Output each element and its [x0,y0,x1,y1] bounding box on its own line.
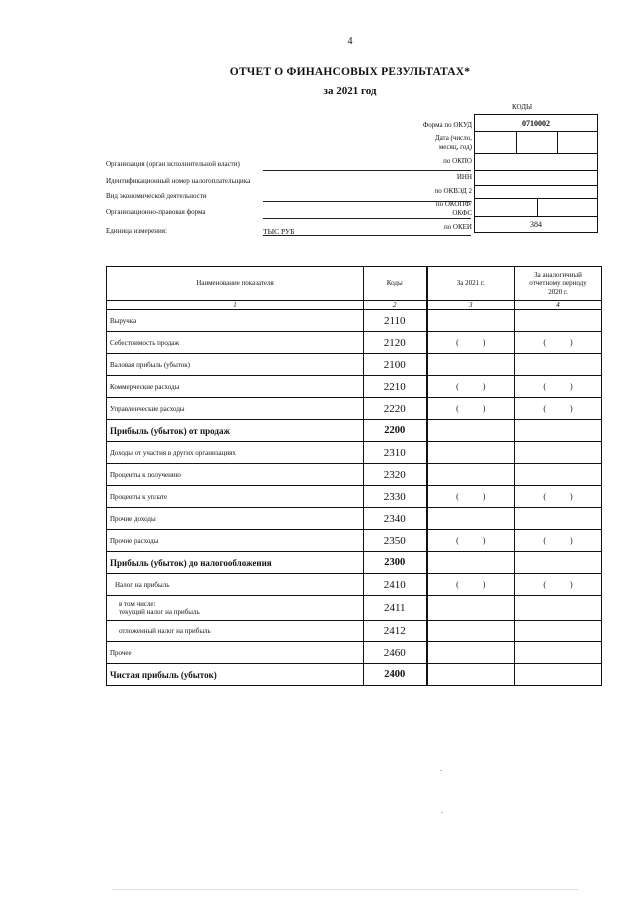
row-code: 2410 [364,574,427,596]
row-name: Коммерческие расходы [107,376,364,398]
row-previous [515,621,602,642]
row-current [427,621,515,642]
col-number: 1 [107,301,364,310]
row-name: Проценты к получению [107,464,364,486]
okved-value [475,186,597,199]
row-current [427,596,515,621]
row-current: ( ) [427,398,515,420]
col-header-current: За 2021 г. [427,267,515,301]
okopf-value-cell [475,199,597,217]
row-previous [515,552,602,574]
okei-value: 384 [530,220,542,229]
col-header-name: Наименование показателя [107,267,364,301]
row-previous [515,642,602,664]
row-current: ( ) [427,376,515,398]
org-line [263,170,471,171]
table-row [107,354,602,376]
table-row [107,332,602,354]
row-code: 2200 [364,420,427,442]
table-row [107,464,602,486]
row-code: 2411 [364,596,427,621]
row-previous [515,420,602,442]
codes-box [474,114,598,233]
report-period: за 2021 год [323,85,377,97]
row-previous [515,354,602,376]
row-current [427,420,515,442]
row-code: 2320 [364,464,427,486]
row-previous: ( ) [515,376,602,398]
table-row [107,398,602,420]
row-name: Прибыль (убыток) от продаж [107,420,364,442]
row-code: 2210 [364,376,427,398]
row-previous [515,310,602,332]
col-number: 4 [515,301,602,310]
row-current [427,552,515,574]
inn-desc-label: Идентификационный номер налогоплательщика [106,177,251,185]
row-previous: ( ) [515,486,602,508]
row-current [427,508,515,530]
table-row [107,574,602,596]
okpo-value [475,154,597,171]
okei-label: по ОКЕИ [443,223,472,231]
row-name: Чистая прибыль (убыток) [107,664,364,686]
activity-label: Вид экономической деятельности [106,192,207,200]
row-name: отложенный налог на прибыль [107,621,364,642]
row-previous [515,508,602,530]
row-current [427,354,515,376]
row-previous: ( ) [515,332,602,354]
row-current: ( ) [427,574,515,596]
report-title: ОТЧЕТ О ФИНАНСОВЫХ РЕЗУЛЬТАТАХ* [229,66,471,78]
okud-label: Форма по ОКУД [422,121,472,129]
row-previous [515,664,602,686]
table-row [107,642,602,664]
legal-form-label: Организационно-правовая форма [106,208,206,216]
okud-value: 0710002 [475,115,597,132]
unit-line [263,235,471,236]
row-previous [515,464,602,486]
row-current: ( ) [427,486,515,508]
row-code: 2120 [364,332,427,354]
row-code: 2330 [364,486,427,508]
table-row [107,486,602,508]
row-name: Прочее [107,642,364,664]
row-previous [515,596,602,621]
row-code: 2220 [364,398,427,420]
okopf-label: по ОКОПФ/ ОКФС [435,200,472,217]
row-name: Прочие расходы [107,530,364,552]
table-row [107,376,602,398]
codes-header: КОДЫ [512,103,533,111]
table-row [107,596,602,621]
table-row [107,442,602,464]
page-number: 4 [347,36,353,47]
row-code: 2110 [364,310,427,332]
scan-speck [441,812,443,813]
unit-label: Единица измерения: [106,227,167,235]
scan-speck [440,770,442,771]
row-current [427,464,515,486]
row-name: Прочие доходы [107,508,364,530]
row-current [427,664,515,686]
row-code: 2460 [364,642,427,664]
inn-label: ИНН [456,173,472,181]
row-code: 2310 [364,442,427,464]
col-number: 3 [427,301,515,310]
row-name: Валовая прибыль (убыток) [107,354,364,376]
row-name: Прибыль (убыток) до налогообложения [107,552,364,574]
row-code: 2400 [364,664,427,686]
col-number: 2 [364,301,427,310]
table-row [107,664,602,686]
row-code: 2300 [364,552,427,574]
okpo-label: по ОКПО [443,157,472,165]
col-header-code: Коды [364,267,427,301]
row-previous [515,442,602,464]
row-current: ( ) [427,530,515,552]
table-row [107,552,602,574]
row-code: 2100 [364,354,427,376]
legal-form-line [263,218,471,219]
table-row [107,420,602,442]
row-current: ( ) [427,332,515,354]
table-row [107,530,602,552]
unit-value: ТЫС РУБ [263,227,295,236]
table-row [107,310,602,332]
row-name: Налог на прибыль [107,574,364,596]
org-label: Организация (орган исполнительной власти) [106,160,240,168]
row-previous: ( ) [515,530,602,552]
row-name: Доходы от участия в других организациях [107,442,364,464]
col-header-previous: За аналогичный отчетному периоду 2020 г. [515,267,602,301]
row-code: 2340 [364,508,427,530]
financial-results-table [106,266,602,686]
page-bottom-edge [112,889,578,890]
row-current [427,642,515,664]
row-previous: ( ) [515,398,602,420]
row-name: Выручка [107,310,364,332]
inn-value [475,171,597,186]
row-code: 2350 [364,530,427,552]
row-name: Себестоимость продаж [107,332,364,354]
row-current [427,442,515,464]
row-name: Управленческие расходы [107,398,364,420]
table-row [107,508,602,530]
date-value-cell [475,132,597,154]
okved-label: по ОКВЭД 2 [434,187,472,195]
date-label: Дата (число, месяц, год) [434,134,472,152]
row-current [427,310,515,332]
row-previous: ( ) [515,574,602,596]
row-name: в том числе: текущий налог на прибыль [107,596,364,621]
table-row [107,621,602,642]
row-name: Проценты к уплате [107,486,364,508]
row-code: 2412 [364,621,427,642]
